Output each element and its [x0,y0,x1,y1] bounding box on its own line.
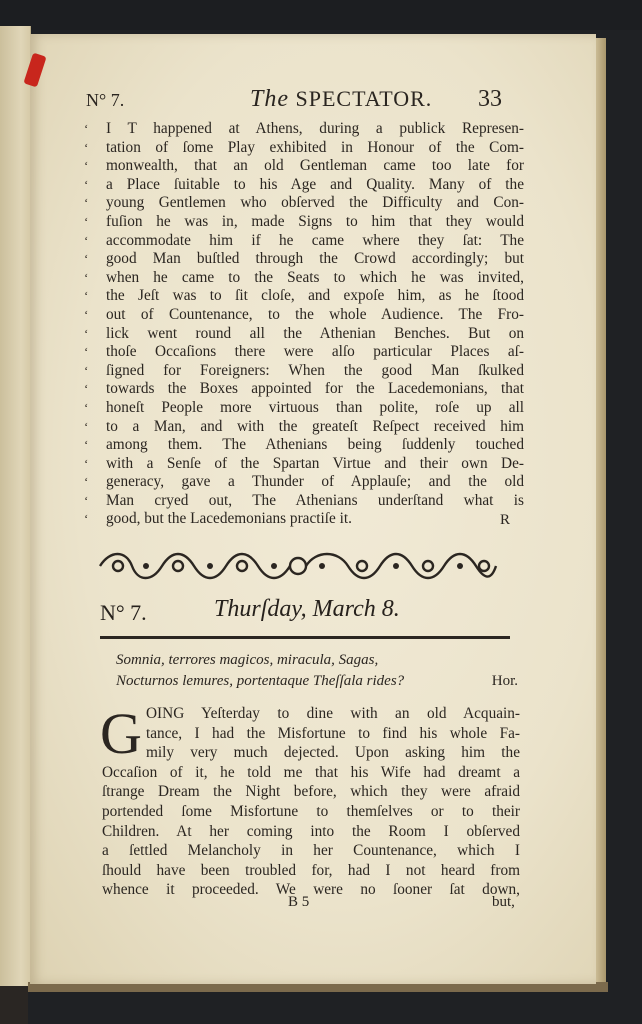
quote-line: with a Senſe of the Spartan Virtue and their own De- [106,454,524,472]
quoted-passage: ‘ I T happened at Athens, during a publick Represen- ‘ tation of ſome Play exhibited in Honour of the Com- ‘ monwealth, that an old Gentleman came too late for ‘ a Place ſuitable to his Age and Quality. Many of the ‘ young Gentlemen who obſerved the Difficulty and Con- ‘ fuſion he was in, made Signs to him that they would ‘ accommodate him if he came where they ſat: The ‘ good Man buſtled through the Crowd accordingly; but ‘ when he came to the Seats to which he was invited, ‘ the Jeſt was to ſit cloſe, and expoſe him, as he ſtood ‘ out of Countenance, to the whole Audience. The Fro- ‘ lick went round all the Athenian Benches. But on ‘ thoſe Occaſions there were alſo particular Places aſ- ‘ ſigned for Foreigners: When the good Man ſkulked ‘ towards the Boxes appointed for the Lacedemonians, that ‘ honeſt People more virtuous than polite, roſe up all ‘ to a Man, and with the greateſt Reſpect received him ‘ among them. The Athenians being ſuddenly touched ‘ with a Senſe of the Spartan Virtue and their own De- ‘ generacy, gave a Thunder of Applauſe; and the old ‘ Man cryed out, The Athenians underſtand what is ‘ good, but the Lacedemonians practiſe it. [84,120,524,528]
title-article: The [250,86,289,112]
body-line: ſhould have been troubled for, had I not heard from [102,861,520,879]
quote-line: good Man buſtled through the Crowd accordingly; but [106,250,524,268]
title-main: SPECTATOR. [295,86,433,111]
quote-line: thoſe Occaſions there were alſo particular Places aſ- [106,343,524,361]
quote-line: honeſt People more virtuous than polite, roſe up all [106,398,524,416]
quote-line: fuſion he was in, made Signs to him that they would [106,212,524,230]
quote-line: a Place ſuitable to his Age and Quality. Many of the [106,175,524,193]
body-line: ſtrange Dream the Night before, which they were afraid [102,783,520,801]
quote-line: the Jeſt was to ſit cloſe, and expoſe him, as he ſtood [106,287,524,305]
facing-page-edge [0,26,31,986]
issue-heading [96,590,516,634]
body-line: portended ſome Misfortune to themſelves or to their [102,802,520,820]
drop-cap: G [100,701,142,766]
running-head-number: N° 7. [86,90,125,110]
quote-line: when he came to the Seats to which he was invited, [106,268,524,286]
signature-mark: B 5 [288,894,310,910]
epigraph [116,652,518,694]
quote-line: good, but the Lacedemonians practiſe it. [106,510,352,528]
scan-background-top [0,0,642,30]
quote-line: among them. The Athenians being ſuddenly touched [106,436,524,454]
page-number: 33 [478,86,502,112]
running-head [60,82,520,122]
body-line: mily very much dejected. Upon asking him the [146,744,520,762]
catchword: but, [492,894,515,910]
essay-body [100,701,520,901]
body-line: a ſettled Melancholy in her Countenance, which I [102,842,520,860]
quote-line: monwealth, that an old Gentleman came too late for [106,157,524,175]
author-initial: R [500,512,511,528]
body-line: Occaſion of it, he told me that his Wife had dreamt a [102,763,520,781]
body-line: Children. At her coming into the Room I obſerved [102,822,520,840]
body-line: tance, I had the Misfortune to find his whole Fa- [146,724,520,742]
epigraph-line: Somnia, terrores magicos, miracula, Sagas, [116,652,379,668]
quote-line: young Gentlemen who obſerved the Difficulty and Con- [106,194,524,212]
heading-rule [100,636,510,639]
quote-line: ſigned for Foreigners: When the good Man ſkulked [106,361,524,379]
quote-line: accommodate him if he came where they ſat: The [106,231,524,249]
epigraph-line: Nocturnos lemures, portentaque Theſſala rides? [116,673,405,689]
epigraph-source: Hor. [491,673,518,689]
quote-line: lick went round all the Athenian Benches. But on [106,324,524,342]
body-line: OING Yeſterday to dine with an old Acquain- [146,705,520,722]
body-line: whence it proceeded. We were no ſooner ſat down, [102,881,520,899]
quote-line: out of Countenance, to the whole Audience. The Fro- [106,305,524,323]
quote-line: to a Man, and with the greateſt Reſpect received him [106,417,524,435]
quote-line: tation of ſome Play exhibited in Honour of the Com- [106,138,524,156]
running-head-title [250,86,432,113]
quote-line: I T happened at Athens, during a publick Represen- [106,120,524,137]
quote-line: Man cryed out, The Athenians underſtand what is [106,491,524,509]
quote-line: generacy, gave a Thunder of Applauſe; and the old [106,473,524,491]
printer-ornament-icon [96,548,500,584]
issue-date: Thurſday, March 8. [214,596,400,622]
issue-number: N° 7. [100,600,147,625]
quote-line: towards the Boxes appointed for the Lacedemonians, that [106,380,524,398]
